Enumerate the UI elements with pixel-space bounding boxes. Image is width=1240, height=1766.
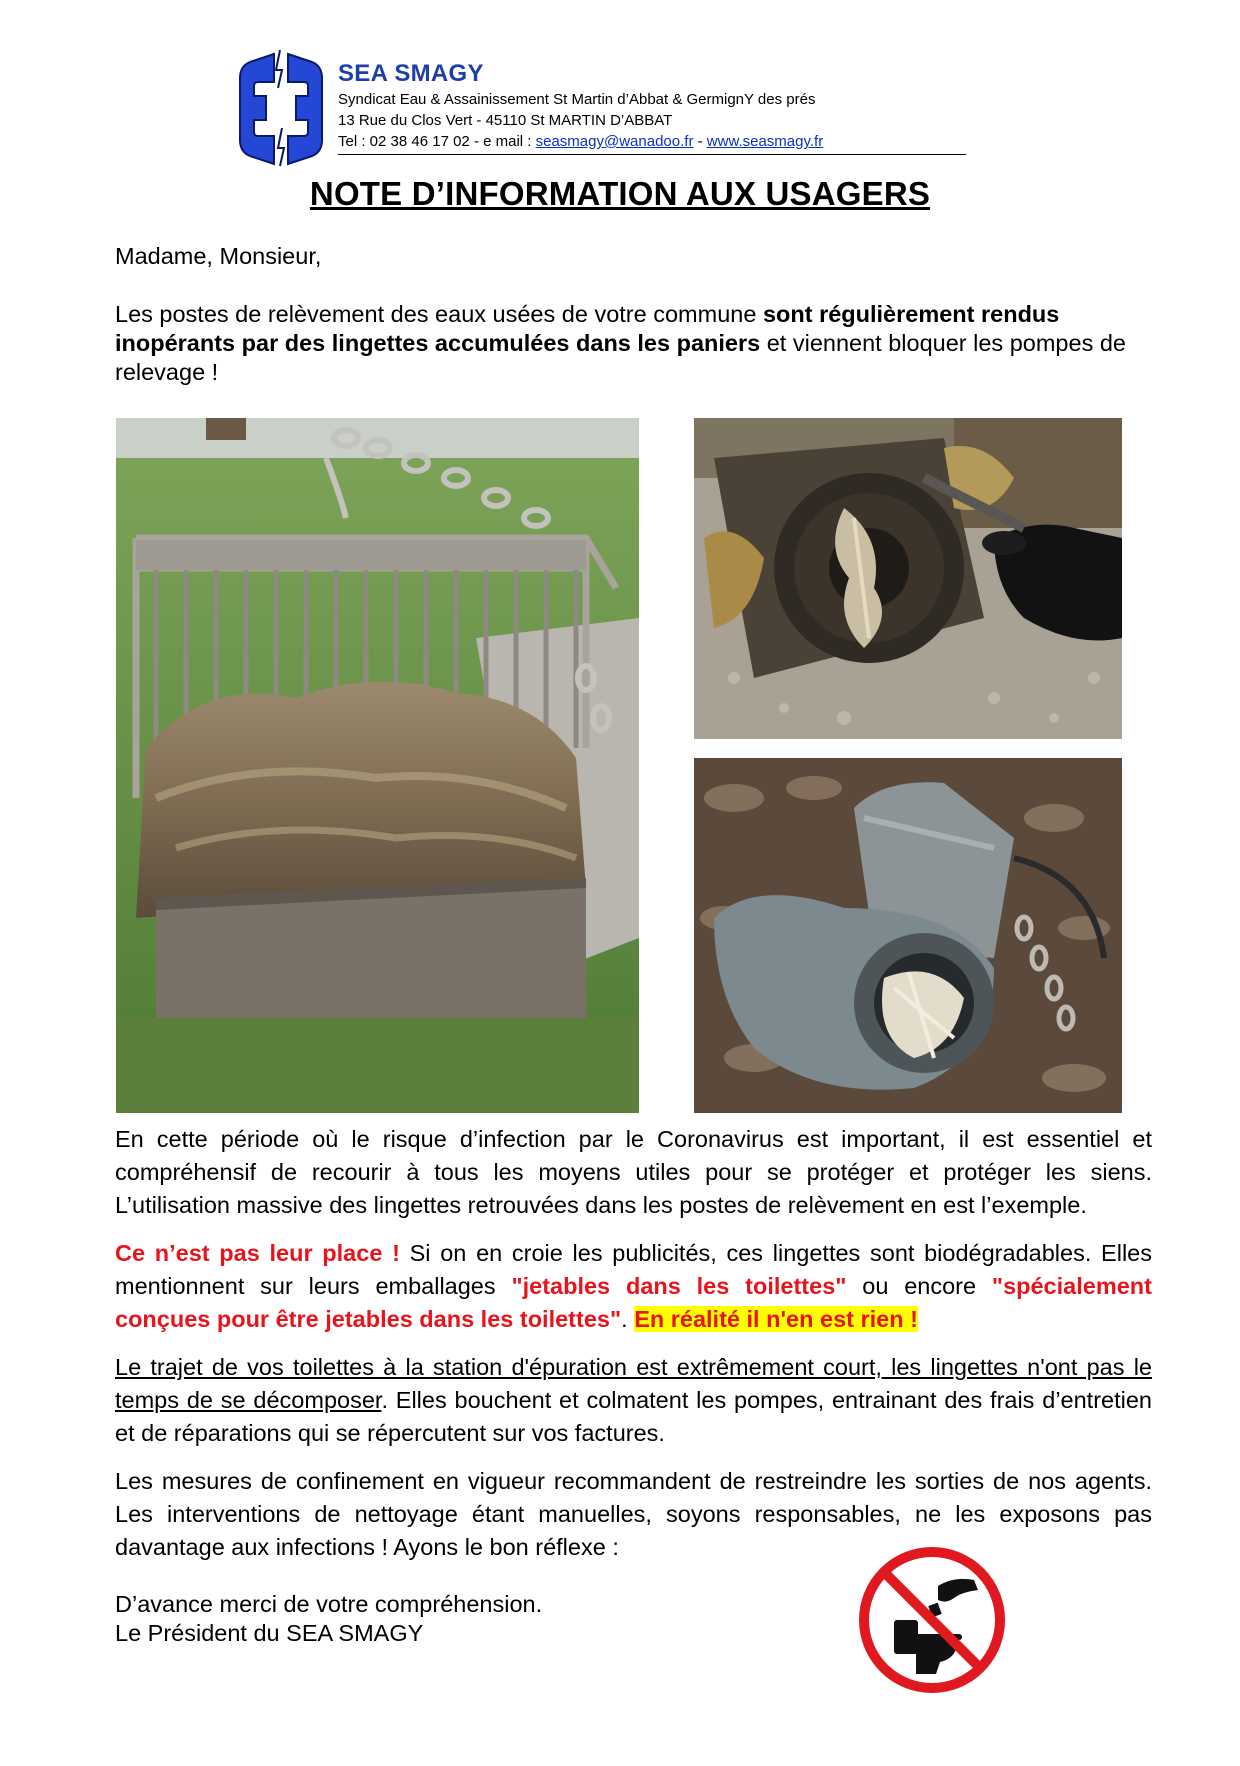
pump-impeller-photo: [694, 418, 1122, 739]
org-full-name: Syndicat Eau & Assainissement St Martin d’Abbat & GermignY des prés: [338, 91, 816, 108]
flushable-quote-1: "jetables dans les toilettes": [511, 1273, 847, 1299]
greeting: Madame, Monsieur,: [115, 243, 322, 269]
not-their-place-paragraph: [115, 1237, 1152, 1336]
place-text-1: Si on en croie les publicités, ces lingettes sont biodégradables. Elles mentionnent sur leurs emballages: [115, 1240, 1152, 1299]
website-link[interactable]: www.seasmagy.fr: [706, 133, 824, 150]
contact-prefix: Tel : 02 38 46 17 02 - e mail :: [338, 133, 536, 150]
place-text-3: .: [621, 1306, 635, 1332]
journey-underlined: Le trajet de vos toilettes à la station d'épuration est extrêmement court, les lingettes n'ont pas le temps de se décomposer: [115, 1354, 1152, 1413]
closing-thanks: D’avance merci de votre compréhension.: [115, 1591, 543, 1617]
email-link[interactable]: seasmagy@wanadoo.fr: [535, 133, 694, 150]
intro-text-2: et viennent bloquer les pompes de relevage !: [115, 330, 1126, 385]
org-address: 13 Rue du Clos Vert - 45110 St MARTIN D’ABBAT: [338, 112, 673, 129]
intro-paragraph: [115, 300, 1152, 387]
basket-photo: [116, 418, 639, 1113]
flushable-quote-2: "spécialement conçues pour être jetables dans les toilettes": [115, 1273, 1152, 1332]
reality-highlight: En réalité il n'en est rien !: [634, 1306, 918, 1332]
confinement-paragraph: Les mesures de confinement en vigueur recommandent de restreindre les sorties de nos agents. Les interventions de nettoyage étant manuelles, soyons responsables, ne les exposons pas davantage aux infections ! Ayons le bon réflexe :: [115, 1468, 1152, 1560]
document-title: NOTE D’INFORMATION AUX USAGERS: [309, 175, 931, 212]
intro-text-1: Les postes de relèvement des eaux usées de votre commune: [115, 301, 763, 327]
seasmagy-logo: [236, 48, 326, 168]
intro-bold: sont régulièrement rendus inopérants par des lingettes accumulées dans les paniers: [115, 301, 1060, 356]
place-text-2: ou encore: [846, 1273, 992, 1299]
org-name: SEA SMAGY: [338, 60, 484, 87]
journey-paragraph: [115, 1351, 1152, 1450]
no-wipes-in-toilet-sign-icon: [858, 1546, 1006, 1694]
closing-signature: Le Président du SEA SMAGY: [115, 1620, 424, 1646]
clogged-pump-photo: [694, 758, 1122, 1113]
not-their-place-lead: Ce n’est pas leur place !: [115, 1240, 400, 1266]
coronavirus-paragraph: En cette période où le risque d’infection par le Coronavirus est important, il est essentiel et compréhensif de recourir à tous les moyens utiles pour se protéger et protéger les siens. L’utilisation massive des lingettes retrouvées dans les postes de relèvement en est l’exemple.: [115, 1126, 1152, 1218]
header-rule: [338, 154, 966, 155]
contact-separator: -: [693, 133, 707, 150]
org-contact: [338, 132, 823, 151]
journey-rest: . Elles bouchent et colmatent les pompes, entrainant des frais d’entretien et de réparations qui se répercutent sur vos factures.: [115, 1387, 1152, 1446]
